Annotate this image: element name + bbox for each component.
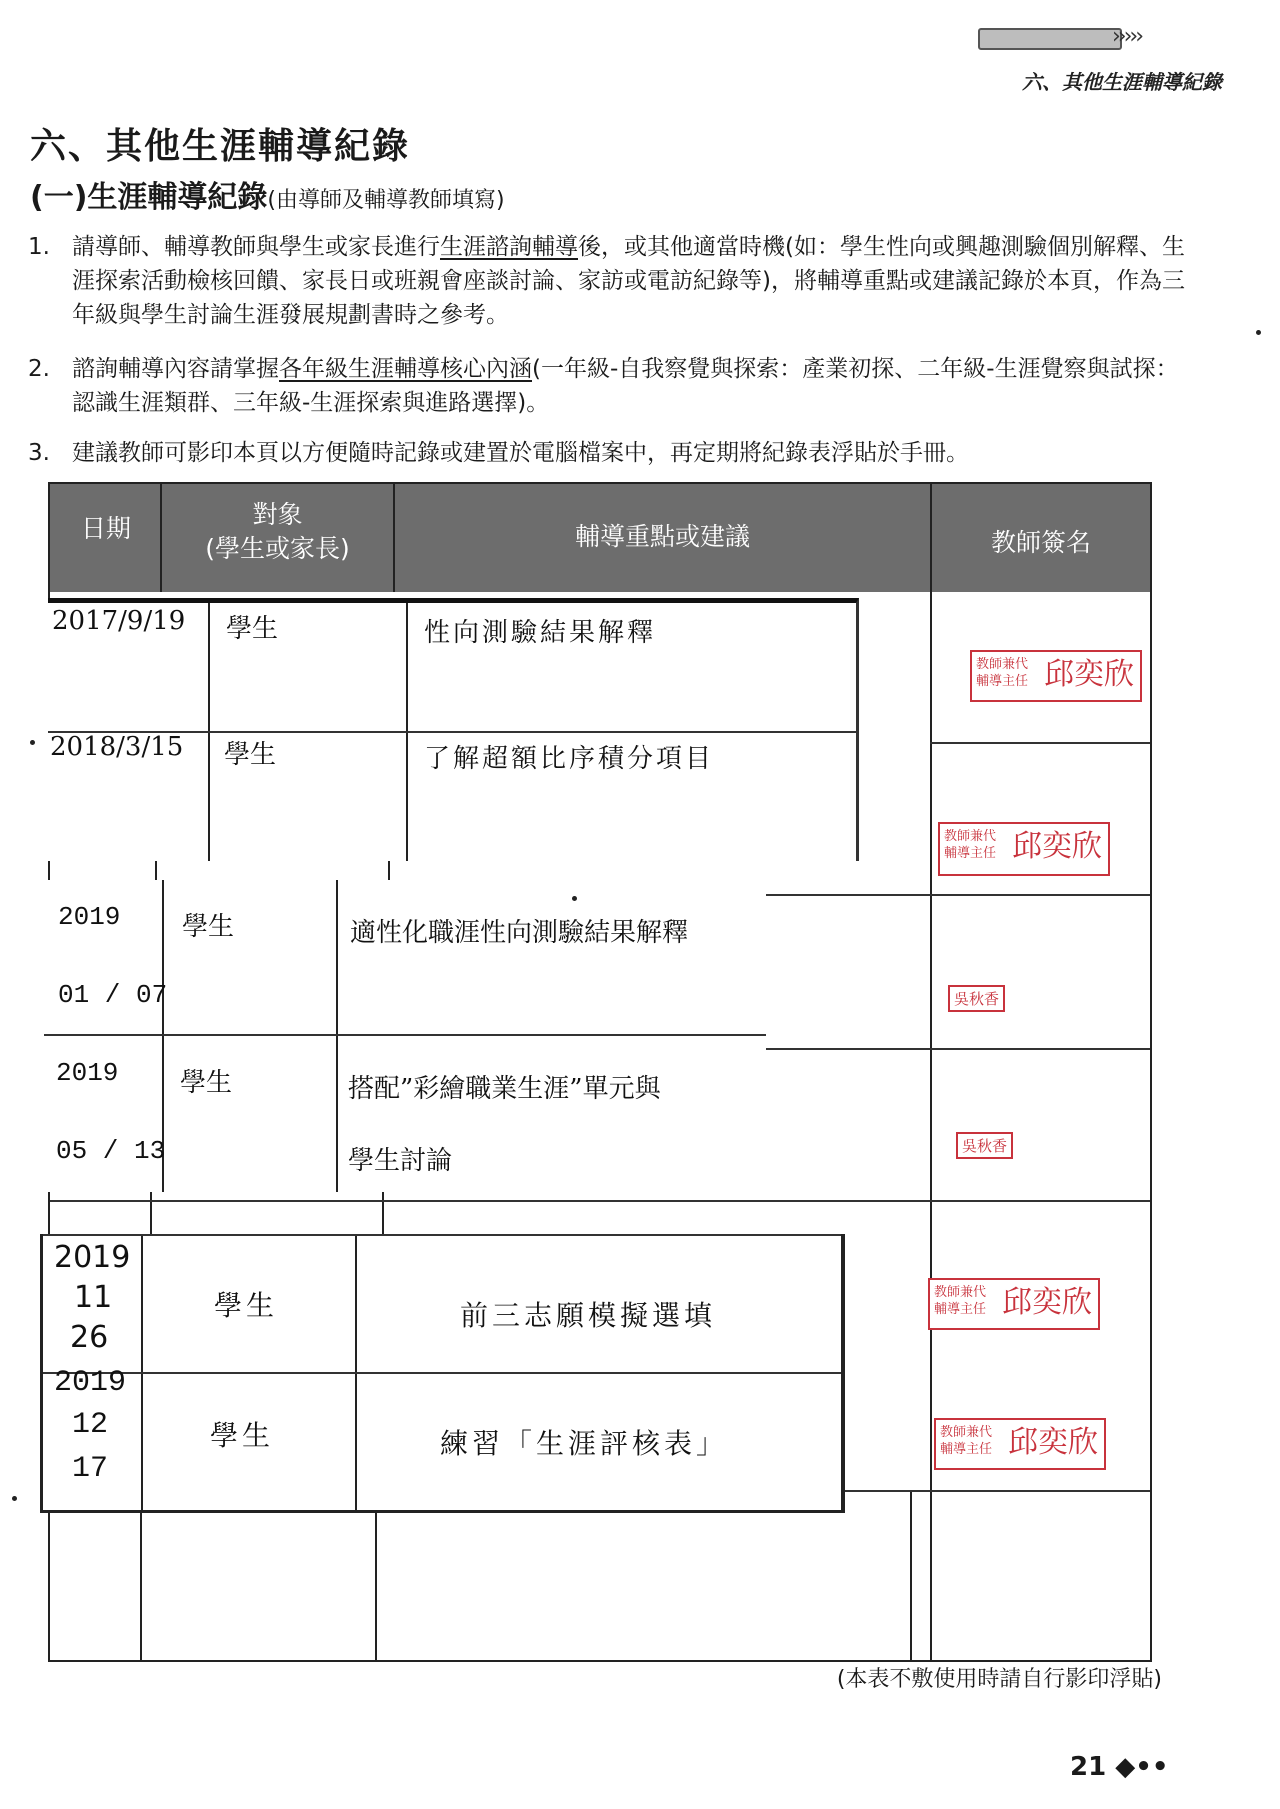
instruction-text: 諮詢輔導內容請掌握 — [72, 356, 279, 382]
record-date-day: 17 — [72, 1452, 109, 1486]
record-content: 適性化職涯性向測驗結果解釋 — [350, 918, 689, 948]
subtitle-note: (由導師及輔導教師填寫) — [267, 188, 505, 213]
instruction-emphasis: 各年級生涯輔導核心內涵 — [279, 356, 532, 382]
seal-title: 輔導主任 — [944, 846, 997, 861]
record-content: 了解超額比序積分項目 — [424, 744, 715, 774]
record-date-year: 2019 — [54, 1366, 127, 1400]
seal-name: 邱奕欣 — [1008, 1425, 1098, 1460]
teacher-seal: 吳秋香 — [956, 1132, 1013, 1159]
instruction-number: 2. — [28, 356, 50, 382]
instruction-3 — [28, 436, 1198, 470]
teacher-seal — [938, 822, 1110, 876]
record-date-day: 26 — [70, 1320, 109, 1355]
record-date-md: 01 / 07 — [58, 980, 168, 1010]
record-target: 學生 — [210, 1419, 275, 1452]
instruction-2 — [28, 352, 1198, 420]
record-target: 學生 — [224, 740, 277, 770]
header-date: 日期 — [80, 514, 131, 543]
section-subtitle — [30, 172, 505, 216]
seal-name: 邱奕欣 — [1002, 1285, 1092, 1320]
record-content: 性向測驗結果解釋 — [424, 618, 657, 648]
record-content: 前三志願模擬選填 — [460, 1299, 717, 1332]
instruction-text: (一年級-自我察覺與探索：產業初探、二年級-生涯覺察與試探：認識生涯類群、三年級-生涯探索與進路選擇)。 — [72, 356, 1179, 416]
teacher-seal: 吳秋香 — [948, 985, 1005, 1012]
header-target: 對象 — [252, 500, 303, 529]
seal-title: 教師兼代 — [940, 1425, 993, 1440]
record-content: 學生討論 — [348, 1146, 453, 1176]
record-content: 搭配”彩繪職業生涯”單元與 — [348, 1074, 661, 1104]
instruction-number: 3. — [28, 440, 50, 466]
seal-title: 教師兼代 — [944, 829, 997, 844]
instruction-1 — [28, 230, 1198, 332]
footer-note: (本表不敷使用時請自行影印浮貼) — [836, 1667, 1162, 1692]
record-date-month: 12 — [72, 1408, 109, 1442]
pasted-slip — [40, 1234, 845, 1513]
record-target: 學生 — [214, 1289, 279, 1322]
record-target: 學生 — [180, 1068, 233, 1098]
record-date-month: 11 — [74, 1280, 113, 1315]
record-target: 學生 — [226, 614, 279, 644]
teacher-seal — [934, 1418, 1106, 1470]
subtitle-main: (一)生涯輔導紀錄 — [30, 180, 268, 215]
seal-name: 邱奕欣 — [1044, 657, 1134, 692]
record-date-year: 2019 — [54, 1240, 131, 1275]
running-header: 六、其他生涯輔導紀錄 — [1022, 70, 1222, 94]
header-bar — [978, 28, 1122, 50]
seal-title: 輔導主任 — [976, 674, 1029, 689]
instruction-number: 1. — [28, 234, 50, 260]
header-signature: 教師簽名 — [990, 528, 1091, 557]
teacher-seal — [970, 650, 1142, 702]
record-date: 2017/9/19 — [52, 606, 186, 636]
record-target: 學生 — [182, 912, 235, 942]
record-date-md: 05 / 13 — [56, 1136, 166, 1166]
chevron-right-icon: ››››› — [1112, 24, 1141, 49]
seal-title: 輔導主任 — [934, 1302, 987, 1317]
header-target-note: (學生或家長) — [205, 534, 350, 563]
instruction-text: 建議教師可影印本頁以方便隨時記錄或建置於電腦檔案中，再定期將紀錄表浮貼於手冊。 — [72, 440, 969, 466]
seal-title: 教師兼代 — [934, 1285, 987, 1300]
instruction-text: 後，或其他適當時機(如：學生性向或興趣測驗個別解釋、生涯探索活動檢核回饋、家長日或班親會座談討論、家訪或電訪紀錄等)，將輔導重點或建議記錄於本頁，作為三年級與學生討論生涯發展規劃書時之參考。 — [72, 234, 1185, 328]
record-date-year: 2019 — [58, 902, 121, 932]
seal-title: 輔導主任 — [940, 1442, 993, 1457]
instruction-text: 請導師、輔導教師與學生或家長進行 — [72, 234, 440, 260]
seal-name: 邱奕欣 — [1012, 829, 1102, 864]
page-number — [1070, 1752, 1168, 1782]
teacher-seal — [928, 1278, 1100, 1330]
seal-title: 教師兼代 — [976, 657, 1029, 672]
diamond-icon: ◆•• — [1115, 1752, 1169, 1782]
instruction-emphasis: 生涯諮詢輔導 — [440, 234, 578, 260]
record-date-year: 2019 — [56, 1058, 119, 1088]
record-date: 2018/3/15 — [50, 732, 184, 762]
record-content: 練習「生涯評核表」 — [440, 1427, 729, 1460]
header-focus: 輔導重點或建議 — [574, 522, 750, 551]
page-number-value: 21 — [1070, 1752, 1107, 1782]
page-title: 六、其他生涯輔導紀錄 — [30, 126, 411, 167]
